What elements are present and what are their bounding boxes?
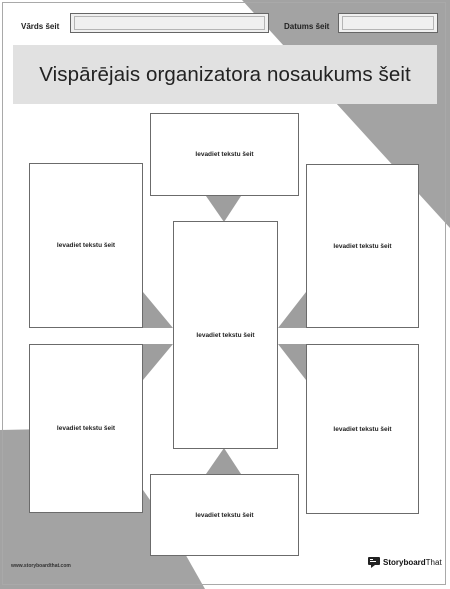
text-box-lower-left[interactable] [29,344,143,513]
connector-upper-left [143,292,173,328]
text-box-lower-right[interactable] [306,344,419,514]
text-box-bottom[interactable] [150,474,299,556]
text-box-top[interactable] [150,113,299,196]
text-box-center-placeholder: Ievadiet tekstu šeit [196,331,255,339]
connector-lower-left [143,344,173,380]
text-box-lower-right-placeholder: Ievadiet tekstu šeit [333,425,392,433]
text-box-upper-right[interactable] [306,164,419,328]
title-bar[interactable] [13,45,437,104]
text-box-upper-left-placeholder: Ievadiet tekstu šeit [56,242,116,249]
text-box-lower-left-placeholder: Ievadiet tekstu šeit [56,425,116,432]
date-label: Datums šeit [284,22,330,31]
footer-url[interactable]: www.storyboardthat.com [11,563,71,569]
text-box-upper-left[interactable] [29,163,143,328]
text-box-top-placeholder: Ievadiet tekstu šeit [195,151,254,158]
text-box-upper-right-placeholder: Ievadiet tekstu šeit [333,242,392,250]
text-box-bottom-placeholder: Ievadiet tekstu šeit [195,511,254,519]
page-title: Vispārējais organizatora nosaukums šeit [39,62,411,86]
connector-top [206,196,241,222]
storyboardthat-logo [368,557,442,568]
connector-lower-right [278,344,306,380]
name-field[interactable] [70,13,269,33]
connector-upper-right [278,292,306,328]
brand-name: StoryboardThat [383,558,442,567]
storyboard-logo-icon [368,557,380,568]
connector-bottom [206,448,241,474]
text-box-center[interactable] [173,221,278,449]
date-field[interactable] [338,13,438,33]
name-label: Vārds šeit [21,22,60,31]
